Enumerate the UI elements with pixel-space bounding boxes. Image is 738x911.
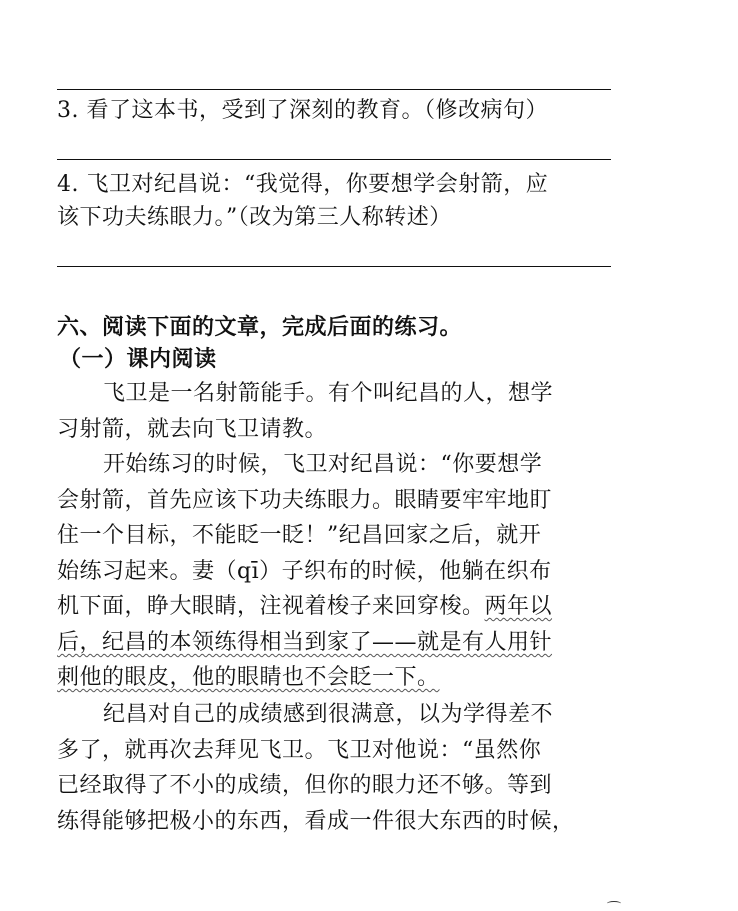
passage-line: 住一个目标，不能眨一眨！”纪昌回家之后，就开 xyxy=(57,523,542,548)
passage-line: 纪昌对自己的成绩感到很满意，以为学得差不 xyxy=(103,702,554,727)
exercise-item-4-line-2: 该下功夫练眼力。”（改为第三人称转述） xyxy=(57,205,452,230)
answer-line xyxy=(57,266,611,267)
passage-line xyxy=(57,663,440,693)
passage-text: 机下面，睁大眼睛，注视着梭子来回穿梭。 xyxy=(57,594,485,619)
answer-line xyxy=(57,89,611,90)
exercise-item-3: 3. 看了这本书，受到了深刻的教育。（修改病句） xyxy=(57,98,548,123)
passage-line: 飞卫是一名射箭能手。有个叫纪昌的人，想学 xyxy=(103,381,554,406)
passage-line xyxy=(57,592,552,622)
passage-line: 始练习起来。妻（qī）子织布的时候，他躺在织布 xyxy=(57,559,552,584)
section-subheading: （一）课内阅读 xyxy=(59,347,217,372)
answer-line xyxy=(57,159,611,160)
passage-line: 练得能够把极小的东西，看成一件很大东西的时候， xyxy=(57,809,575,834)
page-corner-mark xyxy=(607,901,621,906)
passage-line: 已经取得了不小的成绩，但你的眼力还不够。等到 xyxy=(57,773,553,798)
section-heading: 六、阅读下面的文章，完成后面的练习。 xyxy=(57,315,463,340)
exercise-item-4-line-1: 4. 飞卫对纪昌说：“我觉得，你要想学会射箭，应 xyxy=(57,172,549,197)
wavy-underlined-text: 刺他的眼皮，他的眼睛也不会眨一下。 xyxy=(57,665,440,690)
wavy-underlined-line: 后，纪昌的本领练得相当到家了——就是有人用针 xyxy=(57,630,553,655)
passage-line: 开始练习的时候，飞卫对纪昌说：“你要想学 xyxy=(103,452,543,477)
passage-line: 会射箭，首先应该下功夫练眼力。眼睛要牢牢地盯 xyxy=(57,488,553,513)
passage-line: 习射箭，就去向飞卫请教。 xyxy=(57,417,328,442)
passage-line: 多了，就再次去拜见飞卫。飞卫对他说：“虽然你 xyxy=(57,738,542,763)
wavy-underlined-text: 两年以 xyxy=(484,594,553,619)
